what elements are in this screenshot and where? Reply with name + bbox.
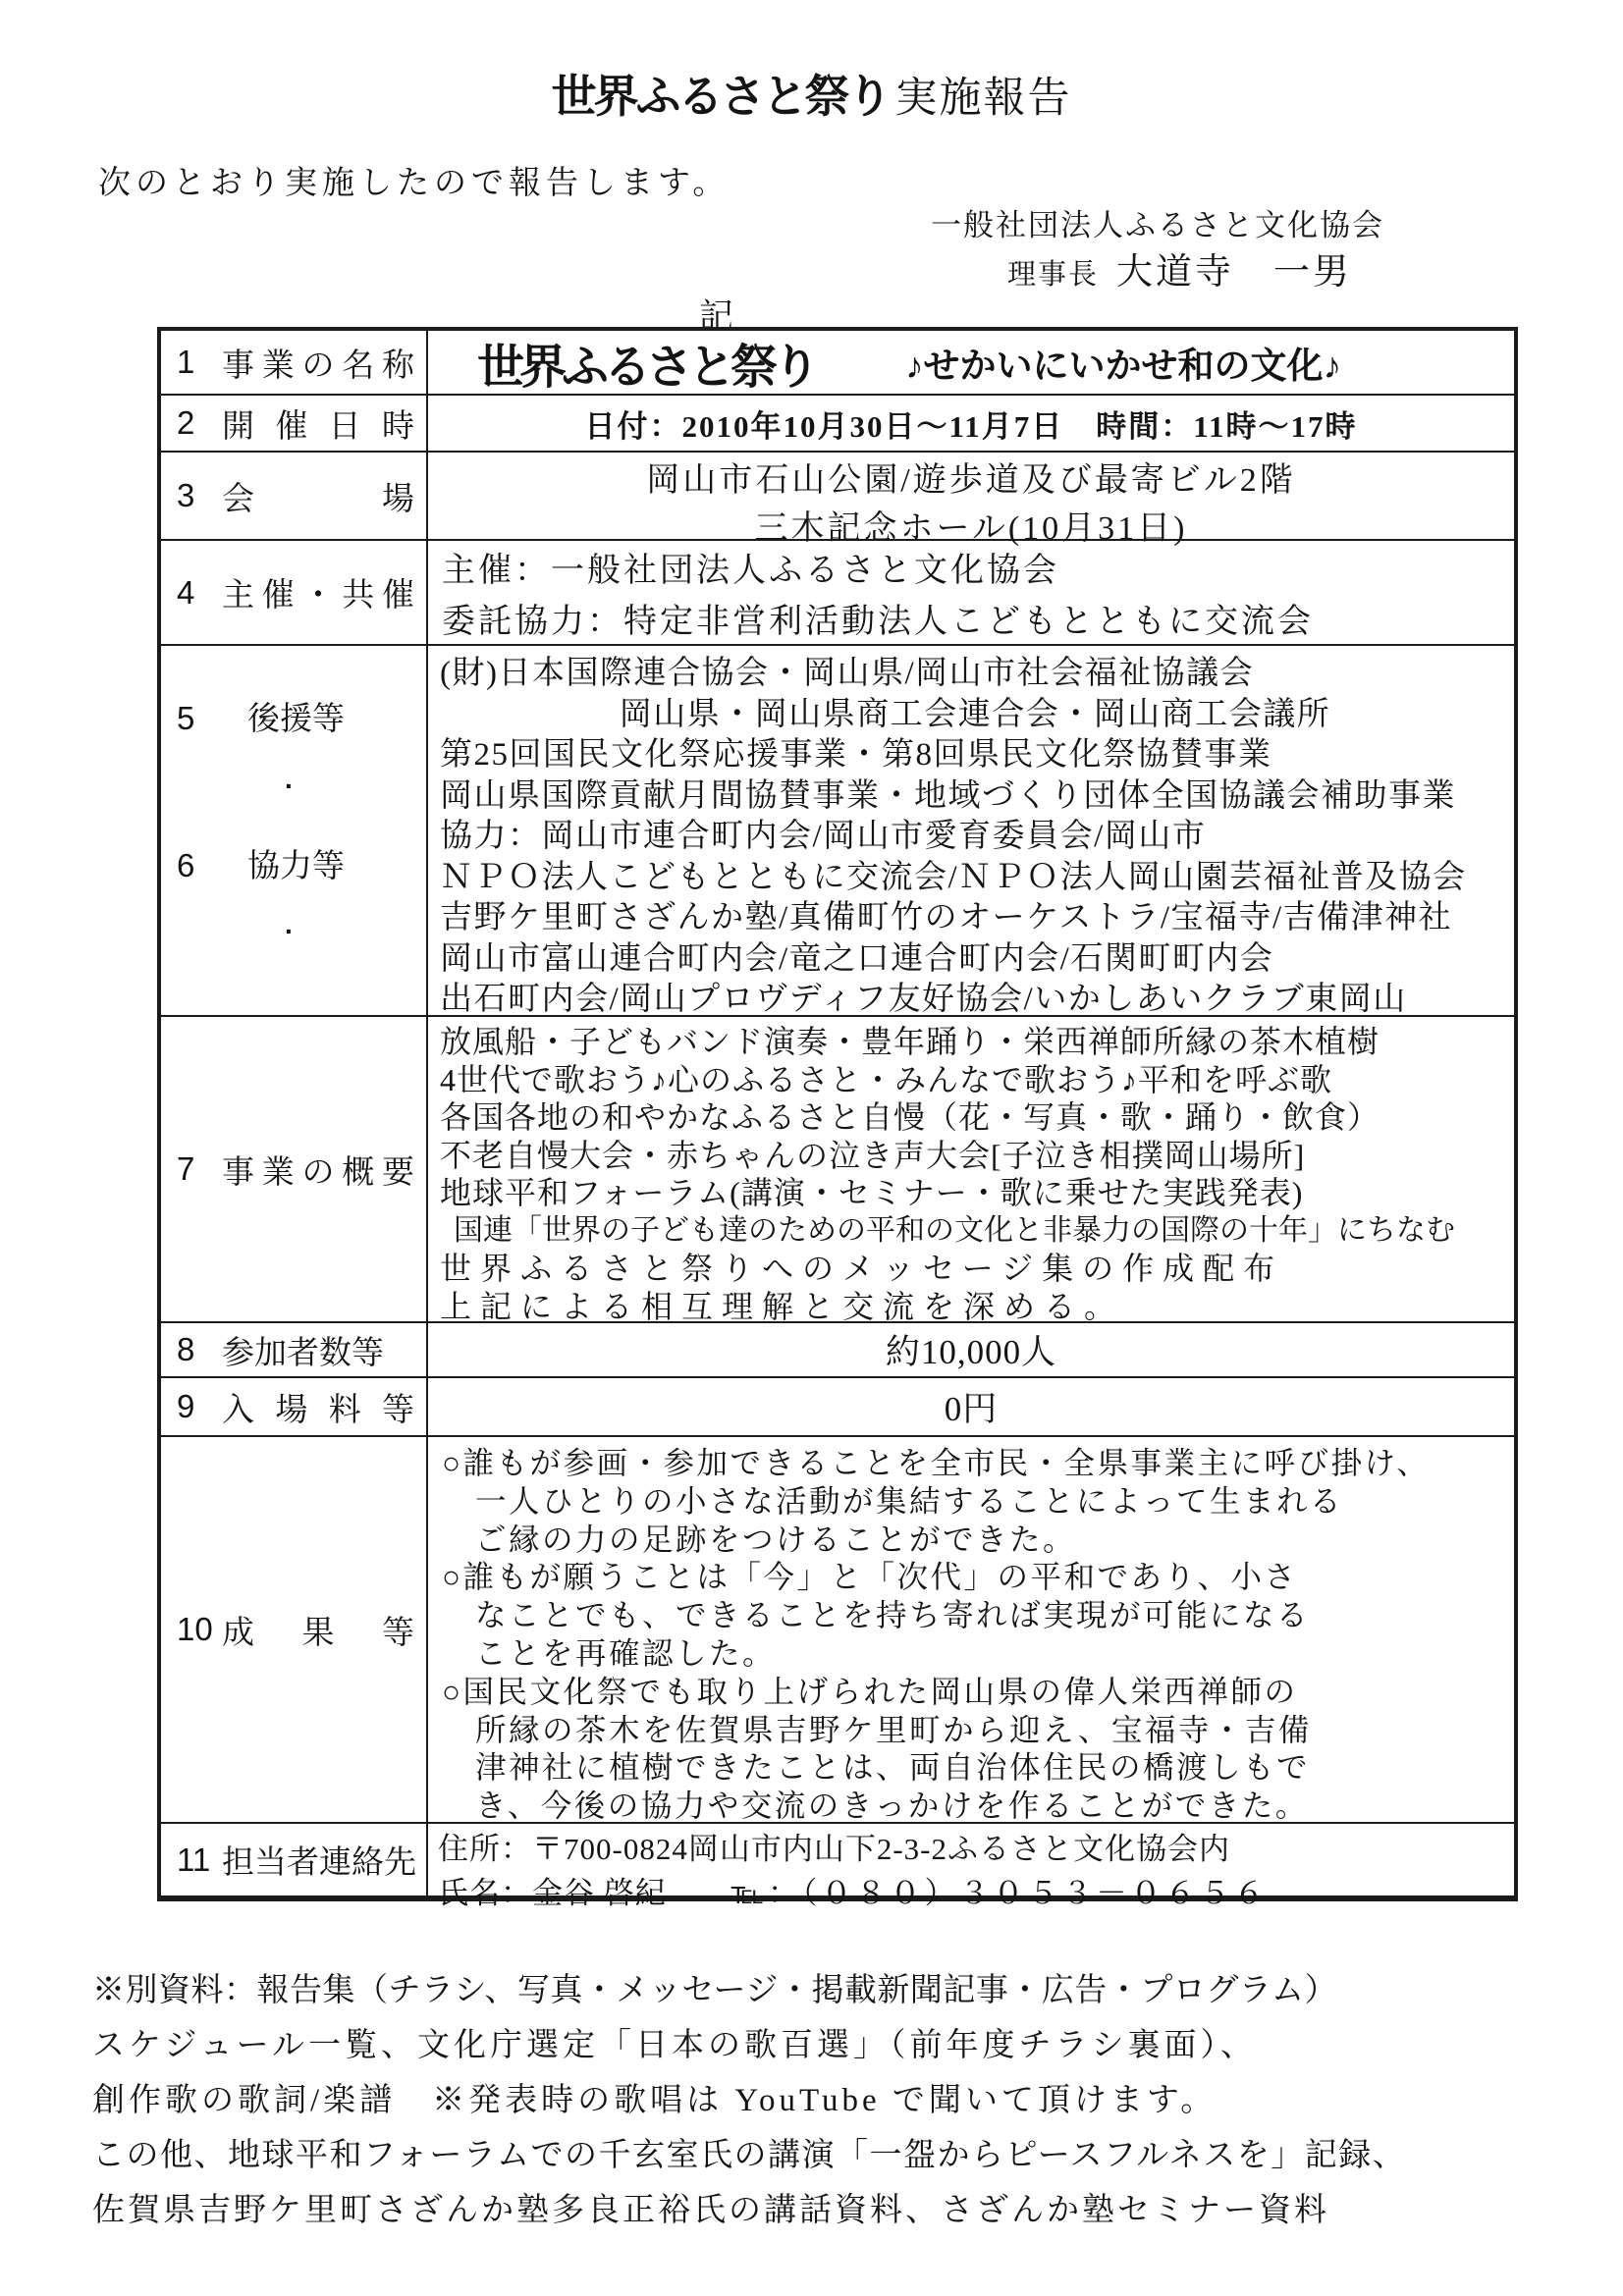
row-number: 7 bbox=[177, 1150, 195, 1187]
ki-marker: 記 bbox=[699, 297, 734, 336]
row-value: 日付：2010年10月30日～11月7日 時間：11時～17時 bbox=[584, 408, 1358, 444]
row-number: 6 bbox=[177, 847, 195, 883]
row-label bbox=[161, 1323, 428, 1376]
row-value bbox=[428, 453, 1514, 547]
result-line: ご縁の力の足跡をつけることができた。 bbox=[475, 1522, 1077, 1557]
row-label bbox=[161, 1437, 428, 1822]
venue-line: 三木記念ホール(10月31日) bbox=[754, 510, 1188, 547]
contact-address: 住所：〒700-0824岡山市内山下2-3-2ふるさと文化協会内 bbox=[438, 1832, 1230, 1866]
table-row-admission bbox=[161, 1376, 1514, 1435]
cooperator-line: 吉野ケ里町さざんか塾/真備町竹のオーケストラ/宝福寺/吉備津神社 bbox=[440, 900, 1453, 935]
cooperator-line: 出石町内会/岡山プロヴディフ友好協会/いかしあいクラブ東岡山 bbox=[440, 982, 1407, 1017]
row-label bbox=[161, 541, 428, 644]
result-line: ○誰もが願うことは「今」と「次代」の平和であり、小さ bbox=[442, 1560, 1298, 1595]
table-row-overview bbox=[161, 1015, 1514, 1324]
footer-line: 創作歌の歌詞/楽譜 ※発表時の歌唱は YouTube で聞いて頂けます。 bbox=[92, 2083, 1217, 2118]
row-label bbox=[161, 646, 428, 1015]
row-label bbox=[161, 1824, 428, 1896]
row-label-supporters bbox=[177, 693, 345, 739]
row-value bbox=[428, 1017, 1514, 1324]
row-number: 2 bbox=[177, 404, 195, 441]
organizer-line: 委託協力：特定非営利活動法人こどもとともに交流会 bbox=[442, 603, 1314, 640]
overview-line: 各国各地の和やかなふるさと自慢（花・写真・歌・踊り・飲食） bbox=[440, 1099, 1380, 1135]
result-line: なことでも、できることを持ち寄れば実現が可能になる bbox=[475, 1598, 1311, 1633]
row-label-text: 会場 bbox=[222, 479, 414, 516]
footer-line: スケジュール一覧、文化庁選定「日本の歌百選」（前年度チラシ裏面）、 bbox=[92, 2028, 1258, 2063]
row-label bbox=[161, 1378, 428, 1435]
row-value: 約10,000人 bbox=[885, 1333, 1057, 1371]
supporter-line: 第25回国民文化祭応援事業・第8回県民文化祭協賛事業 bbox=[440, 737, 1272, 773]
row-number: 9 bbox=[177, 1388, 195, 1424]
contact-name: 氏名：金谷 啓紀 bbox=[438, 1876, 667, 1910]
table-row-project-name bbox=[161, 331, 1514, 394]
supporter-line: (財)日本国際連合協会・岡山県/岡山市社会福祉協議会 bbox=[440, 656, 1255, 691]
result-line: 所縁の茶木を佐賀県吉野ケ里町から迎え、宝福寺・吉備 bbox=[475, 1712, 1312, 1747]
row-label bbox=[161, 396, 428, 451]
organization-name: 一般社団法人ふるさと文化協会 bbox=[931, 208, 1384, 242]
row-label-text: 事業の名称 bbox=[222, 346, 414, 383]
row-label-text: 協力等 bbox=[247, 847, 345, 883]
result-line: ○国民文化祭でも取り上げられた岡山県の偉人栄西禅師の bbox=[442, 1674, 1298, 1709]
row-number: 1 bbox=[177, 344, 195, 380]
row-number: 4 bbox=[177, 573, 195, 611]
row-number: 10 bbox=[177, 1611, 213, 1647]
row-value bbox=[428, 1824, 1514, 1910]
footer-line: この他、地球平和フォーラムでの千玄室氏の講演「一盌からピースフルネスを」記録、 bbox=[92, 2138, 1407, 2173]
table-row-organizer bbox=[161, 539, 1514, 644]
intro-line: 次のとおり実施したので報告します。 bbox=[98, 166, 730, 201]
report-table bbox=[157, 327, 1518, 1910]
overview-line: 世界ふるさと祭りへのメッセージ集の作成配布 bbox=[440, 1251, 1284, 1286]
table-row-results bbox=[161, 1435, 1514, 1822]
row-value bbox=[428, 646, 1514, 1015]
footer-line: 佐賀県吉野ケ里町さざんか塾多良正裕氏の講話資料、さざんか塾セミナー資料 bbox=[92, 2193, 1329, 2228]
contact-name-tel bbox=[438, 1868, 1514, 1912]
supporter-line: 岡山県・岡山県商工会連合会・岡山商工会議所 bbox=[619, 696, 1331, 732]
row-value: 0円 bbox=[944, 1390, 999, 1428]
cooperator-line: ＮＰＯ法人こどもとともに交流会/ＮＰＯ法人岡山園芸福祉普及協会 bbox=[440, 859, 1467, 895]
row-label-text: 後援等 bbox=[247, 700, 345, 736]
row-label-text: 開催日時 bbox=[222, 406, 414, 444]
cooperator-line: 協力：岡山市連合町内会/岡山市愛育委員会/岡山市 bbox=[440, 819, 1207, 854]
festival-name: 世界ふるさと祭り bbox=[477, 341, 816, 394]
officer-title: 理事長 bbox=[1007, 259, 1100, 291]
row-label bbox=[161, 1017, 428, 1321]
table-row-venue bbox=[161, 451, 1514, 547]
table-row-participants bbox=[161, 1321, 1514, 1376]
cooperator-line: 岡山市富山連合町内会/竜之口連合町内会/石関町町内会 bbox=[440, 940, 1274, 977]
result-line: 津神社に植樹できたことは、両自治体住民の橋渡しもで bbox=[475, 1750, 1311, 1786]
result-line: き、今後の協力や交流のきっかけを作ることができた。 bbox=[475, 1789, 1309, 1824]
row-label-cooperators bbox=[177, 840, 345, 886]
overview-line: 放風船・子どもバンド演奏・豊年踊り・栄西禅師所縁の茶木植樹 bbox=[440, 1024, 1380, 1059]
overview-line: 地球平和フォーラム(講演・セミナー・歌に乗せた実践発表) bbox=[440, 1175, 1304, 1210]
row-label-text: 入場料等 bbox=[222, 1390, 414, 1427]
footer-line: ※別資料：報告集（チラシ、写真・メッセージ・掲載新聞記事・広告・プログラム） bbox=[92, 1973, 1338, 2008]
page-title-report: 実施報告 bbox=[894, 76, 1072, 122]
page-title-festival: 世界ふるさと祭り bbox=[551, 71, 890, 122]
row-label-text: 参加者数等 bbox=[222, 1333, 384, 1370]
result-line: ことを再確認した。 bbox=[475, 1635, 777, 1671]
page-title bbox=[0, 61, 1623, 126]
row-number: 8 bbox=[177, 1331, 195, 1367]
officer-line bbox=[1007, 241, 1352, 294]
row-label-text: 成果等 bbox=[222, 1613, 414, 1650]
table-row-date bbox=[161, 394, 1514, 451]
row-value bbox=[428, 1437, 1514, 1822]
row-label-text: 事業の概要 bbox=[222, 1152, 414, 1190]
row-value bbox=[428, 541, 1514, 644]
table-row-contact bbox=[161, 1822, 1514, 1910]
result-line: 一人ひとりの小さな活動が集結することによって生まれる bbox=[475, 1483, 1344, 1519]
row-number: 5 bbox=[177, 700, 195, 736]
officer-name: 大道寺 一男 bbox=[1116, 252, 1353, 293]
footer-notes bbox=[92, 1963, 1545, 2238]
overview-line-un-decade: 国連「世界の子ども達のための平和の文化と非暴力の国際の十年」にちなむ bbox=[454, 1213, 1455, 1247]
label-dot: . bbox=[285, 764, 293, 794]
overview-line: 上記による相互理解と交流を深める。 bbox=[440, 1288, 1125, 1324]
row-label bbox=[161, 453, 428, 539]
result-line: ○誰もが参画・参加できることを全市民・全県事業主に呼び掛け、 bbox=[442, 1446, 1431, 1480]
row-number: 11 bbox=[177, 1841, 211, 1878]
row-value bbox=[428, 331, 1514, 394]
overview-line: 不老自慢大会・赤ちゃんの泣き声大会[子泣き相撲岡山場所] bbox=[440, 1137, 1306, 1173]
festival-tagline: ♪せかいにいかせ和の文化♪ bbox=[905, 346, 1342, 386]
row-label-text: 主催・共催 bbox=[222, 576, 414, 613]
venue-line: 岡山市石山公園/遊歩道及び最寄ビル2階 bbox=[646, 462, 1296, 499]
row-label bbox=[161, 331, 428, 394]
contact-tel: ℡：（０８０）３０５３－０６５６ bbox=[730, 1876, 1269, 1910]
overview-line: 4世代で歌おう♪心のふるさと・みんなで歌おう♪平和を呼ぶ歌 bbox=[440, 1061, 1333, 1097]
row-number: 3 bbox=[177, 477, 195, 513]
label-dot: . bbox=[285, 909, 293, 939]
organizer-line: 主催：一般社団法人ふるさと文化協会 bbox=[442, 553, 1059, 590]
supporter-line: 岡山県国際貢献月間協賛事業・地域づくり団体全国協議会補助事業 bbox=[440, 777, 1456, 814]
row-label-text: 担当者連絡先 bbox=[222, 1843, 416, 1880]
table-row-supporters-cooperators bbox=[161, 644, 1514, 1015]
